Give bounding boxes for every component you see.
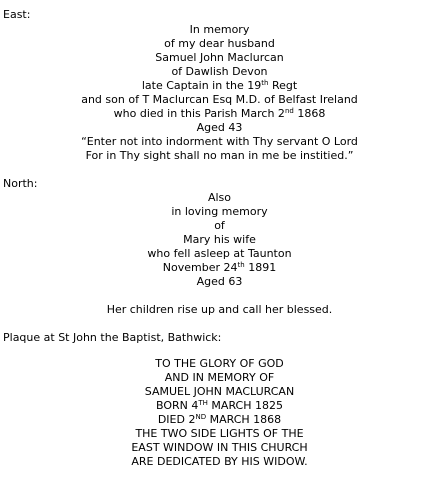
plaque-inscription — [0, 357, 439, 469]
east-line-9: “Enter not into indorment with Thy servant O Lord — [81, 135, 358, 148]
plaque-line-5-text: DIED 2 — [157, 413, 196, 426]
plaque-line-7: EAST WINDOW IN THIS CHURCH — [131, 441, 308, 454]
plaque-line-4-ordinal: TH — [198, 399, 208, 407]
east-line-2: of my dear husband — [164, 37, 275, 50]
north-line-4: Mary his wife — [183, 233, 256, 246]
plaque-line-5-ordinal: ND — [195, 413, 207, 421]
east-line-10: For in Thy sight shall no man in me be institied.” — [85, 149, 354, 162]
north-line-3: of — [214, 219, 225, 232]
east-heading: East: — [3, 8, 31, 21]
east-line-5-text-end: Regt — [268, 79, 298, 92]
north-line-5: who fell asleep at Taunton — [147, 247, 292, 260]
north-line-6-text: November 24 — [162, 261, 238, 274]
north-line-7: Aged 63 — [196, 275, 243, 288]
plaque-line-4-text: BORN 4 — [156, 399, 199, 412]
north-line-6 — [0, 261, 439, 275]
east-line-7-text-end: 1868 — [293, 107, 326, 120]
east-line-7-ordinal: nd — [284, 107, 294, 115]
plaque-line-2: AND IN MEMORY OF — [164, 371, 275, 384]
plaque-line-5 — [0, 413, 439, 427]
east-inscription — [0, 23, 439, 163]
north-line-6-ordinal: th — [237, 261, 245, 269]
north-inscription — [0, 191, 439, 317]
plaque-line-8: ARE DEDICATED BY HIS WIDOW. — [131, 455, 308, 468]
plaque-line-4 — [0, 399, 439, 413]
east-line-7-text: who died in this Parish March 2 — [113, 107, 285, 120]
plaque-line-3: SAMUEL JOHN MACLURCAN — [144, 385, 295, 398]
east-line-5-text: late Captain in the 19 — [141, 79, 262, 92]
north-spacer — [0, 289, 439, 303]
east-line-3: Samuel John Maclurcan — [155, 51, 284, 64]
east-line-1: In memory — [189, 23, 250, 36]
north-line-1: Also — [207, 191, 232, 204]
plaque-heading: Plaque at St John the Baptist, Bathwick: — [3, 331, 222, 344]
plaque-line-1: TO THE GLORY OF GOD — [155, 357, 284, 370]
east-line-5 — [0, 79, 439, 93]
plaque-line-5-text-end: MARCH 1868 — [206, 413, 282, 426]
north-line-8: Her children rise up and call her blessed. — [106, 303, 333, 316]
east-line-5-ordinal: th — [261, 79, 269, 87]
plaque-line-4-text-end: MARCH 1825 — [207, 399, 283, 412]
east-line-8: Aged 43 — [196, 121, 243, 134]
east-line-4: of Dawlish Devon — [171, 65, 268, 78]
plaque-line-6: THE TWO SIDE LIGHTS OF THE — [135, 427, 304, 440]
north-heading: North: — [3, 177, 38, 190]
east-line-6: and son of T Maclurcan Esq M.D. of Belfast Ireland — [81, 93, 358, 106]
north-line-2: in loving memory — [171, 205, 268, 218]
east-line-7 — [0, 107, 439, 121]
north-line-6-text-end: 1891 — [244, 261, 277, 274]
